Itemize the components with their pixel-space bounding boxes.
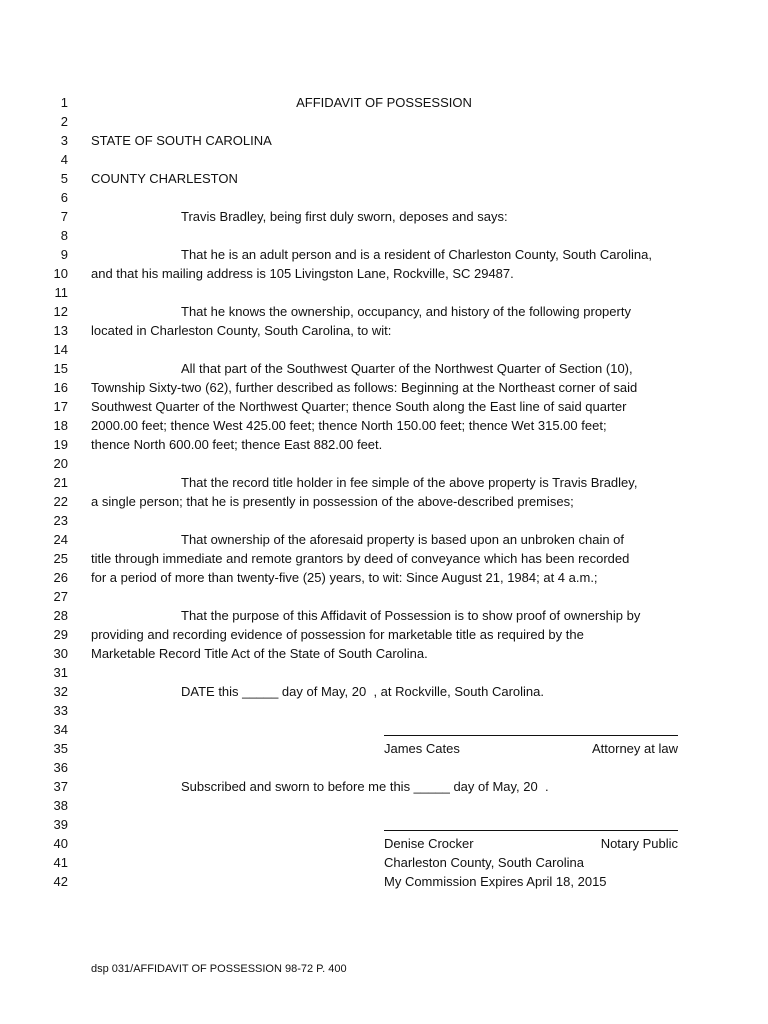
line-number: 37 bbox=[53, 779, 68, 794]
notary-role: Notary Public bbox=[600, 836, 678, 851]
paragraph-line: a single person; that he is presently in possession of the above-described premises; bbox=[91, 494, 574, 509]
paragraph-line: All that part of the Southwest Quarter of the Northwest Quarter of Section (10), bbox=[181, 361, 633, 376]
attorney-name: James Cates bbox=[384, 741, 460, 756]
paragraph-line: That the record title holder in fee simple of the above property is Travis Bradley, bbox=[181, 475, 638, 490]
line-number: 29 bbox=[53, 627, 68, 642]
line-number: 27 bbox=[53, 589, 68, 604]
line-number: 22 bbox=[53, 494, 68, 509]
paragraph-line: Township Sixty-two (62), further described as follows: Beginning at the Northeast corner of said bbox=[91, 380, 638, 395]
paragraph-line: and that his mailing address is 105 Livingston Lane, Rockville, SC 29487. bbox=[91, 266, 514, 281]
paragraph-line: That ownership of the aforesaid property is based upon an unbroken chain of bbox=[181, 532, 625, 547]
line-number: 10 bbox=[53, 266, 68, 281]
line-number: 32 bbox=[53, 684, 68, 699]
line-number: 28 bbox=[53, 608, 68, 623]
line-number: 36 bbox=[53, 760, 68, 775]
line-number: 17 bbox=[53, 399, 68, 414]
notary-commission: My Commission Expires April 18, 2015 bbox=[384, 874, 607, 889]
line-number: 1 bbox=[60, 95, 68, 110]
paragraph-line: title through immediate and remote grantors by deed of conveyance which has been recorded bbox=[91, 551, 630, 566]
line-number: 34 bbox=[53, 722, 68, 737]
line-number: 4 bbox=[60, 152, 68, 167]
intro-statement: Travis Bradley, being first duly sworn, deposes and says: bbox=[181, 209, 508, 224]
paragraph-line: That the purpose of this Affidavit of Possession is to show proof of ownership by bbox=[181, 608, 641, 623]
line-number: 8 bbox=[60, 228, 68, 243]
attorney-role: Attorney at law bbox=[592, 741, 678, 756]
line-number: 2 bbox=[60, 114, 68, 129]
line-number: 41 bbox=[53, 855, 68, 870]
line-number: 20 bbox=[53, 456, 68, 471]
line-number: 11 bbox=[54, 285, 68, 300]
paragraph-line: That he knows the ownership, occupancy, and history of the following property bbox=[181, 304, 631, 319]
line-number: 9 bbox=[60, 247, 68, 262]
document-footer: dsp 031/AFFIDAVIT OF POSSESSION 98-72 P. 400 bbox=[91, 963, 347, 975]
line-number: 6 bbox=[60, 190, 68, 205]
line-number: 25 bbox=[53, 551, 68, 566]
notary-signature-line bbox=[384, 830, 678, 831]
line-number: 5 bbox=[60, 171, 68, 186]
line-number: 14 bbox=[53, 342, 68, 357]
line-number: 18 bbox=[53, 418, 68, 433]
paragraph-line: 2000.00 feet; thence West 425.00 feet; thence North 150.00 feet; thence Wet 315.00 feet; bbox=[91, 418, 607, 433]
line-number: 7 bbox=[60, 209, 68, 224]
notary-county: Charleston County, South Carolina bbox=[384, 855, 584, 870]
line-number: 30 bbox=[53, 646, 68, 661]
paragraph-line: for a period of more than twenty-five (25) years, to wit: Since August 21, 1984; at 4 a.m.; bbox=[91, 570, 598, 585]
line-number: 40 bbox=[53, 836, 68, 851]
line-number: 24 bbox=[53, 532, 68, 547]
line-number: 35 bbox=[53, 741, 68, 756]
attorney-signature-line bbox=[384, 735, 678, 736]
sworn-statement: Subscribed and sworn to before me this _____ day of May, 20 . bbox=[181, 779, 549, 794]
line-number: 21 bbox=[53, 475, 68, 490]
line-number: 13 bbox=[53, 323, 68, 338]
line-number: 33 bbox=[53, 703, 68, 718]
line-number: 31 bbox=[53, 665, 68, 680]
line-number: 23 bbox=[53, 513, 68, 528]
paragraph-line: That he is an adult person and is a resident of Charleston County, South Carolina, bbox=[181, 247, 652, 262]
line-number: 3 bbox=[60, 133, 68, 148]
line-number: 39 bbox=[53, 817, 68, 832]
notary-name: Denise Crocker bbox=[384, 836, 474, 851]
paragraph-line: Marketable Record Title Act of the State of South Carolina. bbox=[91, 646, 428, 661]
line-number: 15 bbox=[53, 361, 68, 376]
line-number: 42 bbox=[53, 874, 68, 889]
line-number: 16 bbox=[53, 380, 68, 395]
line-number: 19 bbox=[53, 437, 68, 452]
county-heading: COUNTY CHARLESTON bbox=[91, 171, 238, 186]
paragraph-line: providing and recording evidence of possession for marketable title as required by the bbox=[91, 627, 584, 642]
line-number: 26 bbox=[53, 570, 68, 585]
paragraph-line: Southwest Quarter of the Northwest Quarter; thence South along the East line of said quarter bbox=[91, 399, 627, 414]
date-line: DATE this _____ day of May, 20 , at Rockville, South Carolina. bbox=[181, 684, 544, 699]
document-title: AFFIDAVIT OF POSSESSION bbox=[296, 95, 472, 110]
paragraph-line: located in Charleston County, South Carolina, to wit: bbox=[91, 323, 392, 338]
line-number: 38 bbox=[53, 798, 68, 813]
state-heading: STATE OF SOUTH CAROLINA bbox=[91, 133, 272, 148]
paragraph-line: thence North 600.00 feet; thence East 882.00 feet. bbox=[91, 437, 383, 452]
line-number: 12 bbox=[53, 304, 68, 319]
